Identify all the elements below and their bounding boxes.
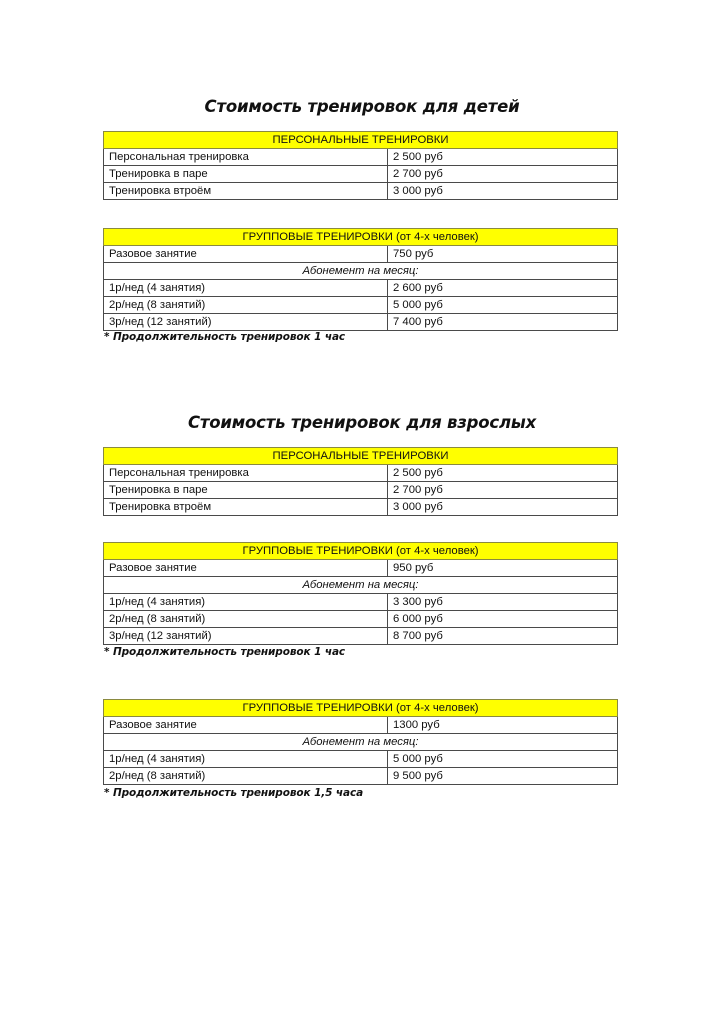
row-price: 6 000 руб xyxy=(388,611,618,628)
table-row xyxy=(104,482,618,499)
row-label: 3р/нед (12 занятий) xyxy=(104,314,388,331)
table-row xyxy=(104,499,618,516)
subscription-subheader: Абонемент на месяц: xyxy=(104,734,618,751)
table-row xyxy=(104,166,618,183)
table-row xyxy=(104,280,618,297)
children-section-title: Стоимость тренировок для детей xyxy=(204,97,520,116)
row-label: 1р/нед (4 занятия) xyxy=(104,280,388,297)
table-row xyxy=(104,611,618,628)
row-label: 1р/нед (4 занятия) xyxy=(104,751,388,768)
row-price: 950 руб xyxy=(388,560,618,577)
adults-group-table xyxy=(103,542,618,645)
row-price: 3 000 руб xyxy=(388,499,618,516)
table-header: ПЕРСОНАЛЬНЫЕ ТРЕНИРОВКИ xyxy=(104,448,618,465)
row-label: 2р/нед (8 занятий) xyxy=(104,768,388,785)
row-price: 2 700 руб xyxy=(388,482,618,499)
table-row xyxy=(104,768,618,785)
row-price: 9 500 руб xyxy=(388,768,618,785)
table-row xyxy=(104,246,618,263)
row-label: Тренировка в паре xyxy=(104,482,388,499)
adults-duration-note: * Продолжительность тренировок 1 час xyxy=(104,646,346,658)
table-row xyxy=(104,751,618,768)
row-label: Персональная тренировка xyxy=(104,149,388,166)
table-row xyxy=(104,628,618,645)
row-label: Персональная тренировка xyxy=(104,465,388,482)
row-price: 7 400 руб xyxy=(388,314,618,331)
row-price: 3 300 руб xyxy=(388,594,618,611)
row-price: 5 000 руб xyxy=(388,751,618,768)
table-row xyxy=(104,594,618,611)
table-row xyxy=(104,314,618,331)
children-duration-note: * Продолжительность тренировок 1 час xyxy=(104,331,346,343)
row-label: Тренировка втроём xyxy=(104,183,388,200)
row-price: 2 500 руб xyxy=(388,149,618,166)
row-price: 2 600 руб xyxy=(388,280,618,297)
table-row xyxy=(104,183,618,200)
table-row xyxy=(104,297,618,314)
table-header: ПЕРСОНАЛЬНЫЕ ТРЕНИРОВКИ xyxy=(104,132,618,149)
row-label: 1р/нед (4 занятия) xyxy=(104,594,388,611)
subscription-subheader: Абонемент на месяц: xyxy=(104,263,618,280)
adults-personal-table xyxy=(103,447,618,516)
table-row xyxy=(104,560,618,577)
row-label: Тренировка в паре xyxy=(104,166,388,183)
table-header: ГРУППОВЫЕ ТРЕНИРОВКИ (от 4-х человек) xyxy=(104,700,618,717)
row-price: 5 000 руб xyxy=(388,297,618,314)
table-row xyxy=(104,149,618,166)
table-header: ГРУППОВЫЕ ТРЕНИРОВКИ (от 4-х человек) xyxy=(104,229,618,246)
subscription-subheader: Абонемент на месяц: xyxy=(104,577,618,594)
table-row xyxy=(104,717,618,734)
row-price: 3 000 руб xyxy=(388,183,618,200)
adults-section-title: Стоимость тренировок для взрослых xyxy=(187,413,537,432)
children-group-table xyxy=(103,228,618,331)
row-price: 2 500 руб xyxy=(388,465,618,482)
row-price: 750 руб xyxy=(388,246,618,263)
children-personal-table xyxy=(103,131,618,200)
table-row xyxy=(104,465,618,482)
row-label: Разовое занятие xyxy=(104,560,388,577)
row-label: Разовое занятие xyxy=(104,717,388,734)
table-header: ГРУППОВЫЕ ТРЕНИРОВКИ (от 4-х человек) xyxy=(104,543,618,560)
row-price: 8 700 руб xyxy=(388,628,618,645)
row-label: 3р/нед (12 занятий) xyxy=(104,628,388,645)
row-price: 2 700 руб xyxy=(388,166,618,183)
row-label: Тренировка втроём xyxy=(104,499,388,516)
row-price: 1300 руб xyxy=(388,717,618,734)
row-label: Разовое занятие xyxy=(104,246,388,263)
adults-long-duration-note: * Продолжительность тренировок 1,5 часа xyxy=(104,787,364,799)
adults-group-long-table xyxy=(103,699,618,785)
row-label: 2р/нед (8 занятий) xyxy=(104,611,388,628)
row-label: 2р/нед (8 занятий) xyxy=(104,297,388,314)
